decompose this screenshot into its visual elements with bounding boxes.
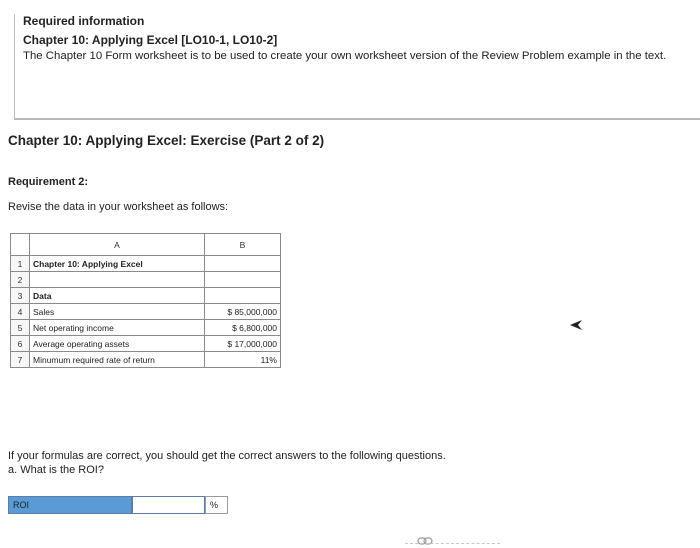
bottom-divider — [405, 543, 500, 544]
cell-b1 — [205, 256, 281, 272]
corner-cell — [11, 234, 30, 256]
cell-b3 — [205, 288, 281, 304]
table-row — [11, 288, 281, 304]
row-number: 7 — [11, 352, 30, 368]
cell-a3: Data — [30, 288, 205, 304]
column-header-row — [11, 234, 281, 256]
question-subpart: a. What is the ROI? — [8, 464, 104, 476]
table-row — [11, 320, 281, 336]
row-number: 3 — [11, 288, 30, 304]
percent-unit-label: % — [205, 496, 228, 514]
link-icon — [417, 536, 433, 546]
cell-a1: Chapter 10: Applying Excel — [30, 256, 205, 272]
cell-a6: Average operating assets — [30, 336, 205, 352]
cell-b2 — [205, 272, 281, 288]
mouse-pointer-icon — [570, 320, 582, 330]
requirement-text: Revise the data in your worksheet as follows: — [8, 201, 229, 213]
row-number: 2 — [11, 272, 30, 288]
table-row — [11, 304, 281, 320]
cell-b7: 11% — [205, 352, 281, 368]
row-number: 6 — [11, 336, 30, 352]
column-header-b: B — [205, 234, 281, 256]
cell-b6: $ 17,000,000 — [205, 336, 281, 352]
column-header-a: A — [30, 234, 205, 256]
table-row — [11, 352, 281, 368]
question-line: If your formulas are correct, you should get the correct answers to the following questions. — [8, 450, 446, 462]
table-row — [11, 336, 281, 352]
row-number: 1 — [11, 256, 30, 272]
cell-a4: Sales — [30, 304, 205, 320]
row-number: 4 — [11, 304, 30, 320]
required-information-panel — [14, 14, 700, 120]
info-description: The Chapter 10 Form worksheet is to be used to create your own worksheet version of the Review Problem example in the text. — [23, 50, 667, 62]
row-number: 5 — [11, 320, 30, 336]
info-title: Required information — [23, 14, 145, 28]
requirement-title: Requirement 2: — [8, 176, 89, 188]
cell-b5: $ 6,800,000 — [205, 320, 281, 336]
spreadsheet-image — [10, 233, 281, 368]
exercise-title: Chapter 10: Applying Excel: Exercise (Part 2 of 2) — [8, 133, 325, 148]
roi-label: ROI — [8, 496, 132, 514]
cell-a5: Net operating income — [30, 320, 205, 336]
table-row — [11, 256, 281, 272]
cell-a7: Minumum required rate of return — [30, 352, 205, 368]
cell-b4: $ 85,000,000 — [205, 304, 281, 320]
cell-a2 — [30, 272, 205, 288]
roi-answer-input[interactable] — [132, 496, 205, 514]
info-chapter-heading: Chapter 10: Applying Excel [LO10-1, LO10-2] — [23, 33, 278, 47]
table-row — [11, 272, 281, 288]
question-text — [8, 449, 446, 477]
